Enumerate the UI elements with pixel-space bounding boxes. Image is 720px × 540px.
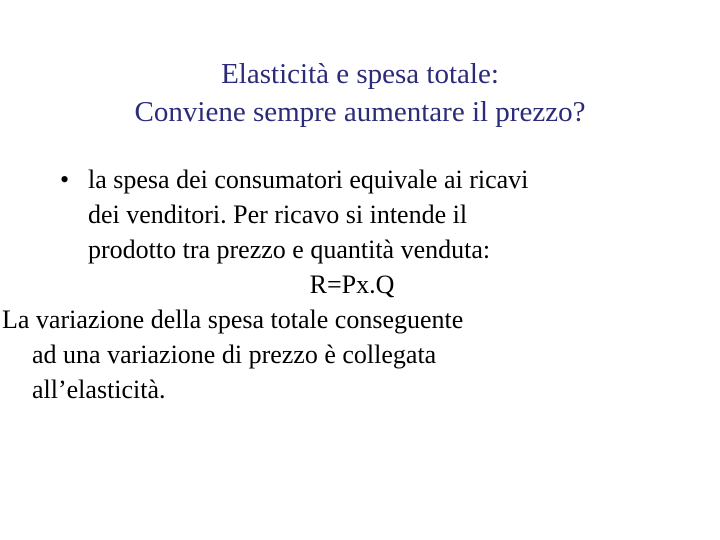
paragraph-line-3: all’elasticità. xyxy=(32,375,166,404)
paragraph-line-2: ad una variazione di prezzo è collegata xyxy=(32,340,437,369)
title-line-2: Conviene sempre aumentare il prezzo? xyxy=(134,96,586,128)
bullet-line-2: dei venditori. Per ricavo si intende il xyxy=(88,200,468,229)
slide-title xyxy=(40,55,680,131)
bullet-paragraph xyxy=(58,162,698,267)
revenue-formula: R=Px.Q xyxy=(309,270,395,299)
title-line-1: Elasticità e spesa totale: xyxy=(221,58,499,90)
bullet-line-1: la spesa dei consumatori equivale ai ricavi xyxy=(88,165,529,194)
bullet-line-3: prodotto tra prezzo e quantità venduta: xyxy=(88,235,491,264)
slide-body xyxy=(2,162,698,407)
paragraph-line-1: La variazione della spesa totale conseguente xyxy=(2,305,464,334)
bullet-icon: • xyxy=(60,165,70,194)
elasticity-paragraph xyxy=(2,302,698,407)
